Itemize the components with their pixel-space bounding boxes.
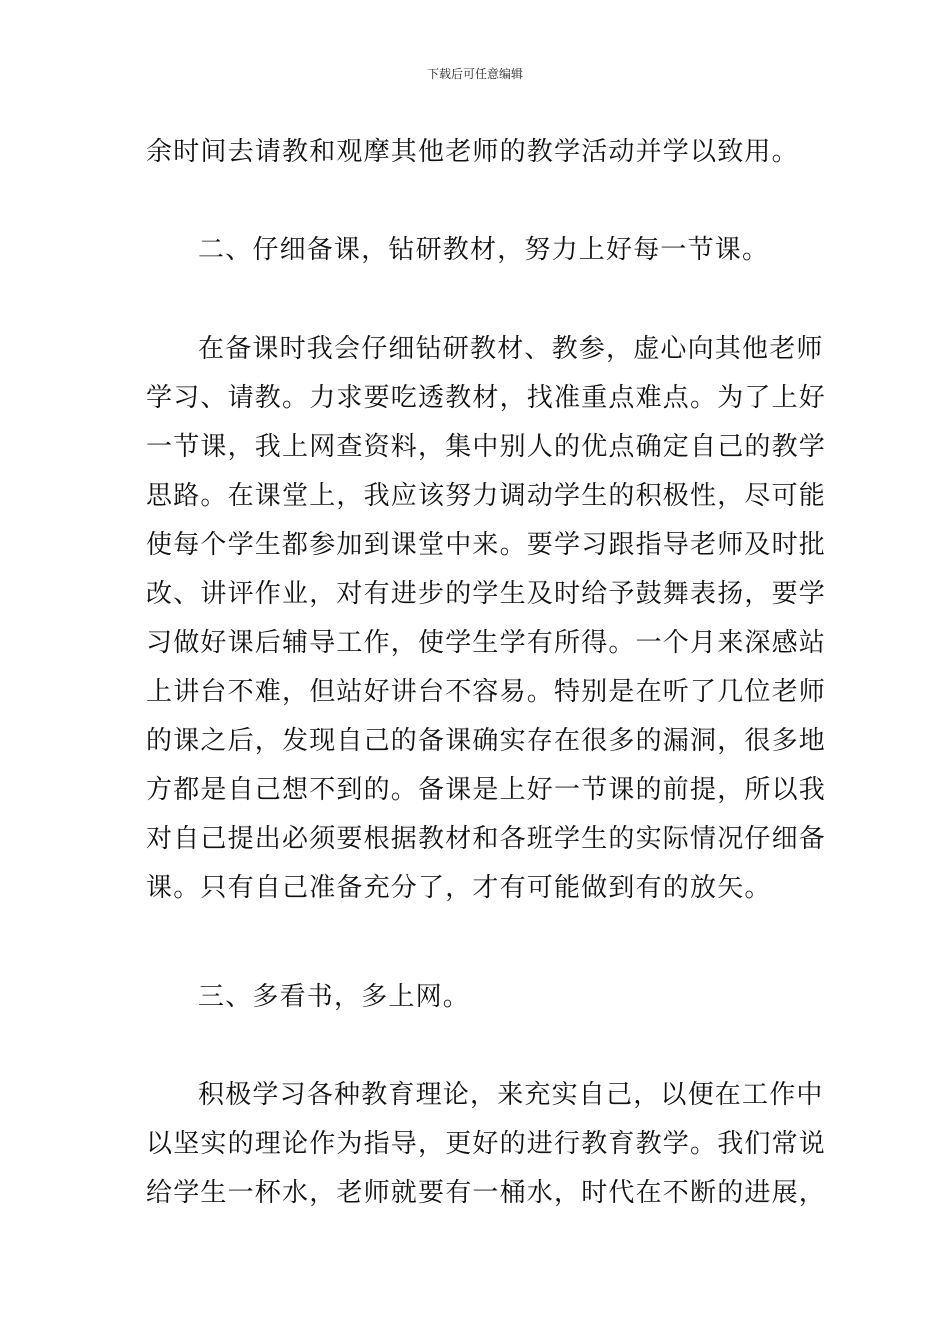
text-line: 上讲台不难，但站好讲台不容易。特别是在听了几位老师 [146,677,827,707]
heading-line: 二、仔细备课，钻研教材，努力上好每一节课。 [198,235,770,265]
paragraph-2 [146,325,827,913]
text-line: 使每个学生都参加到课堂中来。要学习跟指导老师及时批 [146,530,827,560]
text-line: 积极学习各种教育理论，来充实自己，以便在工作中 [198,1080,824,1110]
text-line: 给学生一杯水，老师就要有一桶水，时代在不断的进展， [146,1178,827,1208]
text-line: 余时间去请教和观摩其他老师的教学活动并学以致用。 [146,137,799,167]
text-line: 一节课，我上网查资料，集中别人的优点确定自己的教学 [146,432,827,462]
text-line: 的课之后，发现自己的备课确实存在很多的漏洞，很多地 [146,726,827,756]
text-line: 在备课时我会仔细钻研教材、教参，虚心向其他老师 [198,334,824,364]
text-line: 以坚实的理论作为指导，更好的进行教育教学。我们常说 [146,1129,827,1159]
text-line: 改、讲评作业，对有进步的学生及时给予鼓舞表扬，要学 [146,579,827,609]
paragraph-3 [146,1071,827,1218]
page-header: 下载后可任意编辑 [426,67,523,81]
text-line: 对自己提出必须要根据教材和各班学生的实际情况仔细备 [146,824,827,854]
text-line: 习做好课后辅导工作，使学生学有所得。一个月来深感站 [146,628,827,658]
text-line: 方都是自己想不到的。备课是上好一节课的前提，所以我 [146,775,827,805]
section-heading-2 [146,226,808,275]
paragraph-continuation [146,128,808,177]
text-line: 学习、请教。力求要吃透教材，找准重点难点。为了上好 [146,383,827,413]
section-heading-3 [146,973,808,1022]
text-line: 课。只有自己准备充分了，才有可能做到有的放矢。 [146,873,772,903]
heading-line: 三、多看书，多上网。 [198,982,471,1012]
text-line: 思路。在课堂上，我应该努力调动学生的积极性，尽可能 [146,481,827,511]
